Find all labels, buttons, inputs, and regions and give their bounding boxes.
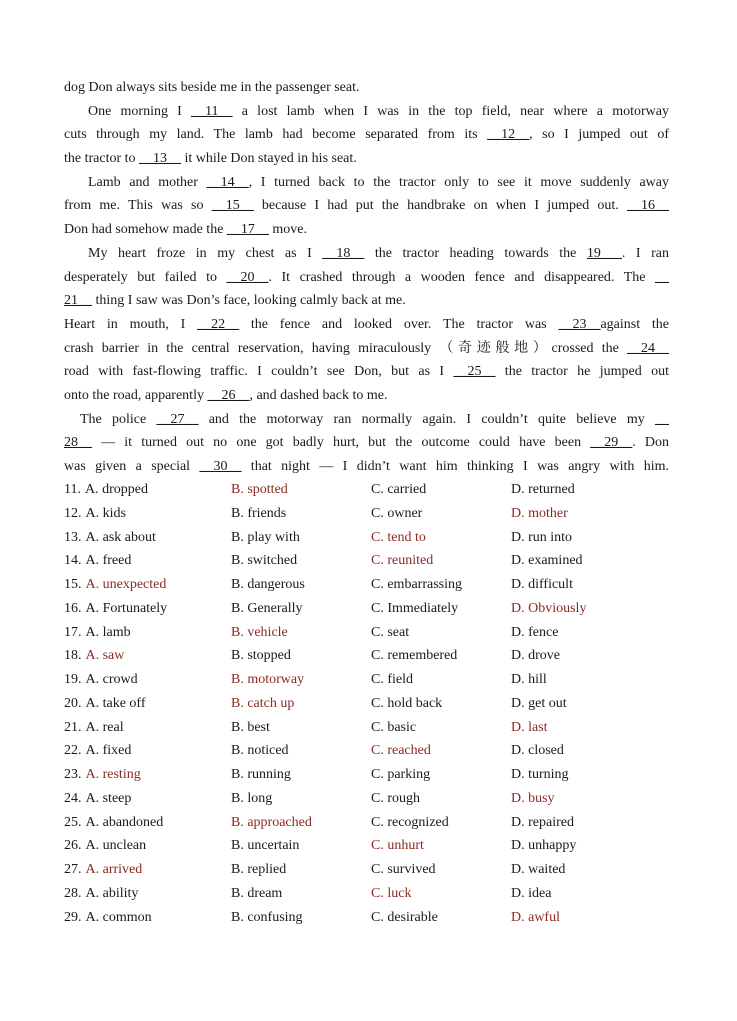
blank-17: __17__ [226, 222, 269, 238]
option-a [64, 906, 152, 930]
question-number: 22. [64, 743, 82, 759]
option-row-18 [64, 644, 684, 668]
option-b: B. play with [231, 529, 300, 545]
option-row-23 [64, 763, 684, 787]
passage-line [64, 266, 669, 290]
option-b: B. noticed [231, 743, 289, 759]
blank-26: __26__ [207, 387, 250, 403]
option-d: D. Obviously [511, 600, 587, 616]
option-c: C. desirable [371, 909, 438, 925]
passage-line [64, 242, 669, 266]
option-c: C. parking [371, 767, 431, 782]
passage-line [64, 194, 669, 218]
option-c: C. reunited [371, 553, 434, 569]
passage-line [64, 218, 669, 242]
blank-29: __29__ [590, 435, 633, 451]
passage-text: crash barrier in the central reservation, having miraculously （奇迹般地）crossed the [64, 340, 627, 356]
option-a [64, 882, 138, 906]
blank-23: __23__ [558, 316, 601, 332]
option-row-22 [64, 739, 684, 763]
option-b: B. best [231, 719, 270, 735]
option-d: D. difficult [511, 577, 573, 592]
passage-line [64, 313, 669, 337]
option-c: C. unhurt [371, 838, 424, 854]
blank-30: __30__ [199, 459, 242, 474]
option-row-11 [64, 478, 684, 502]
option-text: A. crowd [85, 672, 138, 687]
option-b: B. long [231, 790, 273, 806]
option-row-20 [64, 692, 684, 716]
option-c: C. field [371, 672, 413, 687]
option-row-28 [64, 882, 684, 906]
option-b: B. spotted [231, 482, 288, 497]
passage-line [64, 384, 669, 408]
passage-line [64, 289, 669, 313]
option-a [64, 787, 131, 811]
option-text: A. abandoned [85, 814, 164, 830]
passage-line [64, 408, 669, 432]
question-number: 25. [64, 814, 82, 830]
option-row-27 [64, 858, 684, 882]
passage-text: . I ran [621, 245, 669, 261]
passage-text: thing I saw was Don’s face, looking calmly back at me. [92, 293, 406, 309]
question-number: 13. [64, 529, 82, 545]
option-text: A. steep [85, 790, 132, 806]
option-c: C. carried [371, 482, 427, 497]
option-d: D. fence [511, 624, 559, 640]
option-row-14 [64, 549, 684, 573]
option-d: D. run into [511, 529, 573, 545]
option-b: B. dream [231, 885, 283, 901]
question-number: 16. [64, 600, 82, 616]
cloze-passage [64, 76, 669, 479]
option-c: C. Immediately [371, 600, 459, 616]
option-a [64, 478, 148, 502]
blank-14: __14__ [206, 174, 249, 190]
passage-text: from me. This was so [64, 198, 212, 214]
option-c: C. owner [371, 505, 423, 521]
passage-line [64, 360, 669, 384]
passage-text: Lamb and mother [88, 174, 207, 190]
option-d: D. awful [511, 909, 560, 925]
option-text: A. dropped [84, 482, 148, 497]
question-number: 14. [64, 553, 82, 569]
option-d: D. turning [511, 767, 569, 782]
blank-11: __11__ [191, 103, 233, 119]
option-b: B. Generally [231, 600, 303, 616]
option-text: A. fixed [85, 743, 132, 759]
passage-text: . It crashed through a wooden fence and disappeared. The [268, 269, 655, 285]
option-row-13 [64, 526, 684, 550]
option-c: C. luck [371, 885, 412, 901]
option-text: A. arrived [85, 862, 143, 877]
passage-text: the tractor he jumped out [495, 364, 669, 380]
option-c: C. basic [371, 719, 417, 735]
question-number: 24. [64, 790, 82, 806]
option-d: D. get out [511, 695, 567, 711]
blank-21-start: __ [655, 269, 669, 285]
passage-text: The police [80, 411, 157, 427]
question-number: 11. [64, 482, 81, 497]
passage-text: cuts through my land. The lamb had become separated from its [64, 127, 488, 143]
option-a [64, 811, 163, 835]
option-text: A. ask about [85, 529, 156, 545]
passage-text: and the motorway ran normally again. I couldn’t quite believe my [198, 411, 655, 427]
option-d: D. waited [511, 862, 566, 877]
passage-text: My heart froze in my chest as I [88, 245, 323, 261]
passage-text: move. [268, 222, 308, 238]
passage-text: desperately but failed to [64, 269, 227, 285]
option-text: A. common [85, 909, 152, 925]
option-d: D. drove [511, 648, 560, 664]
passage-text: onto the road, apparently [64, 387, 208, 403]
question-number: 19. [64, 672, 82, 687]
option-b: B. vehicle [231, 624, 288, 640]
passage-text: the fence and looked over. The tractor was [239, 316, 559, 332]
question-number: 21. [64, 719, 82, 735]
option-d: D. repaired [511, 814, 574, 830]
passage-text: it while Don stayed in his seat. [181, 151, 357, 167]
option-b: B. replied [231, 862, 287, 877]
option-row-16 [64, 597, 684, 621]
option-a [64, 621, 131, 645]
option-row-15 [64, 573, 684, 597]
option-b: B. stopped [231, 648, 291, 664]
option-d: D. hill [511, 672, 547, 687]
passage-text: , so I jumped out of [529, 127, 669, 143]
blank-16: __16__ [627, 198, 669, 214]
question-number: 27. [64, 862, 82, 877]
option-c: C. tend to [371, 529, 426, 545]
blank-24: __24__ [627, 340, 669, 356]
option-row-12 [64, 502, 684, 526]
passage-text: dog Don always sits beside me in the passenger seat. [64, 80, 360, 95]
option-c: C. embarrassing [371, 577, 462, 592]
option-b: B. approached [231, 814, 312, 830]
passage-line [64, 431, 669, 455]
option-text: A. ability [85, 885, 139, 901]
passage-text: Heart in mouth, I [64, 316, 198, 332]
blank-28-start: __ [654, 411, 669, 427]
option-d: D. mother [511, 505, 568, 521]
passage-line [64, 123, 669, 147]
option-b: B. switched [231, 553, 298, 569]
passage-line [64, 171, 669, 195]
blank-13: __13__ [139, 151, 182, 167]
question-number: 17. [64, 624, 82, 640]
passage-text: , I turned back to the tractor only to see it move suddenly away [248, 174, 669, 190]
passage-text: that night — I didn’t want him thinking I was angry with him. [241, 459, 669, 474]
passage-line [64, 76, 669, 100]
passage-text: was given a special [64, 459, 200, 474]
option-d: D. returned [511, 482, 575, 497]
option-a [64, 549, 131, 573]
blank-12: __12__ [487, 127, 530, 143]
option-c: C. rough [371, 790, 420, 806]
option-row-21 [64, 716, 684, 740]
option-a [64, 526, 156, 550]
question-number: 26. [64, 838, 82, 854]
option-b: B. friends [231, 505, 287, 521]
blank-20: __20__ [226, 269, 269, 285]
blank-21-end: 21__ [64, 293, 92, 309]
passage-line [64, 337, 669, 361]
option-d: D. idea [511, 885, 552, 901]
question-number: 20. [64, 695, 82, 711]
option-b: B. motorway [231, 672, 305, 687]
blank-15: __15__ [211, 198, 254, 214]
option-c: C. seat [371, 624, 410, 640]
option-text: A. freed [85, 553, 132, 569]
option-text: A. saw [85, 648, 125, 664]
passage-text: Don had somehow made the [64, 222, 227, 238]
option-c: C. hold back [371, 695, 443, 711]
passage-line [64, 455, 669, 479]
option-b: B. uncertain [231, 838, 300, 854]
passage-text: road with fast-flowing traffic. I couldn’t see Don, but as I [64, 364, 454, 380]
question-number: 29. [64, 909, 82, 925]
passage-text: , and dashed back to me. [249, 387, 388, 403]
option-text: A. kids [85, 505, 126, 521]
option-text: A. real [85, 719, 124, 735]
blank-22: __22__ [197, 316, 240, 332]
option-row-19 [64, 668, 684, 692]
option-row-17 [64, 621, 684, 645]
option-c: C. remembered [371, 648, 458, 664]
blank-28-end: 28__ [64, 435, 92, 451]
passage-text: against the [600, 316, 669, 332]
option-c: C. survived [371, 862, 436, 877]
option-a [64, 573, 166, 597]
option-d: D. last [511, 719, 548, 735]
blank-18: __18__ [322, 245, 365, 261]
passage-text: . Don [632, 435, 669, 451]
passage-text: a lost lamb when I was in the top field, near where a motorway [232, 103, 669, 119]
passage-text: — it turned out no one got badly hurt, but the outcome could have been [92, 435, 591, 451]
option-row-25 [64, 811, 684, 835]
option-row-26 [64, 834, 684, 858]
option-a [64, 834, 146, 858]
option-a [64, 763, 141, 787]
option-d: D. busy [511, 790, 555, 806]
question-number: 23. [64, 767, 82, 782]
option-d: D. closed [511, 743, 564, 759]
option-a [64, 597, 167, 621]
passage-line [64, 147, 669, 171]
option-d: D. examined [511, 553, 583, 569]
option-b: B. dangerous [231, 577, 305, 592]
option-a [64, 644, 124, 668]
question-number: 12. [64, 505, 82, 521]
option-b: B. confusing [231, 909, 303, 925]
option-row-24 [64, 787, 684, 811]
options-list [64, 478, 684, 929]
blank-25: __25__ [453, 364, 496, 380]
passage-line [64, 100, 669, 124]
option-a [64, 858, 142, 882]
option-d: D. unhappy [511, 838, 577, 854]
option-text: A. Fortunately [85, 600, 168, 616]
option-a [64, 716, 124, 740]
option-a [64, 739, 131, 763]
blank-27: __27__ [156, 411, 199, 427]
passage-text: because I had put the handbrake on when I jumped out. [253, 198, 627, 214]
blank-19: 19___ [586, 245, 622, 261]
passage-text: the tractor to [64, 151, 140, 167]
option-text: A. unclean [85, 838, 147, 854]
option-b: B. catch up [231, 695, 295, 711]
option-b: B. running [231, 767, 291, 782]
option-a [64, 692, 146, 716]
question-number: 28. [64, 885, 82, 901]
option-text: A. take off [85, 695, 146, 711]
option-text: A. resting [85, 767, 141, 782]
question-number: 18. [64, 648, 82, 664]
option-a [64, 668, 138, 692]
option-c: C. recognized [371, 814, 449, 830]
passage-text: One morning I [88, 103, 192, 119]
passage-text: the tractor heading towards the [364, 245, 587, 261]
option-text: A. lamb [85, 624, 131, 640]
option-text: A. unexpected [85, 577, 167, 592]
option-a [64, 502, 126, 526]
option-c: C. reached [371, 743, 431, 759]
question-number: 15. [64, 577, 82, 592]
option-row-29 [64, 906, 684, 930]
